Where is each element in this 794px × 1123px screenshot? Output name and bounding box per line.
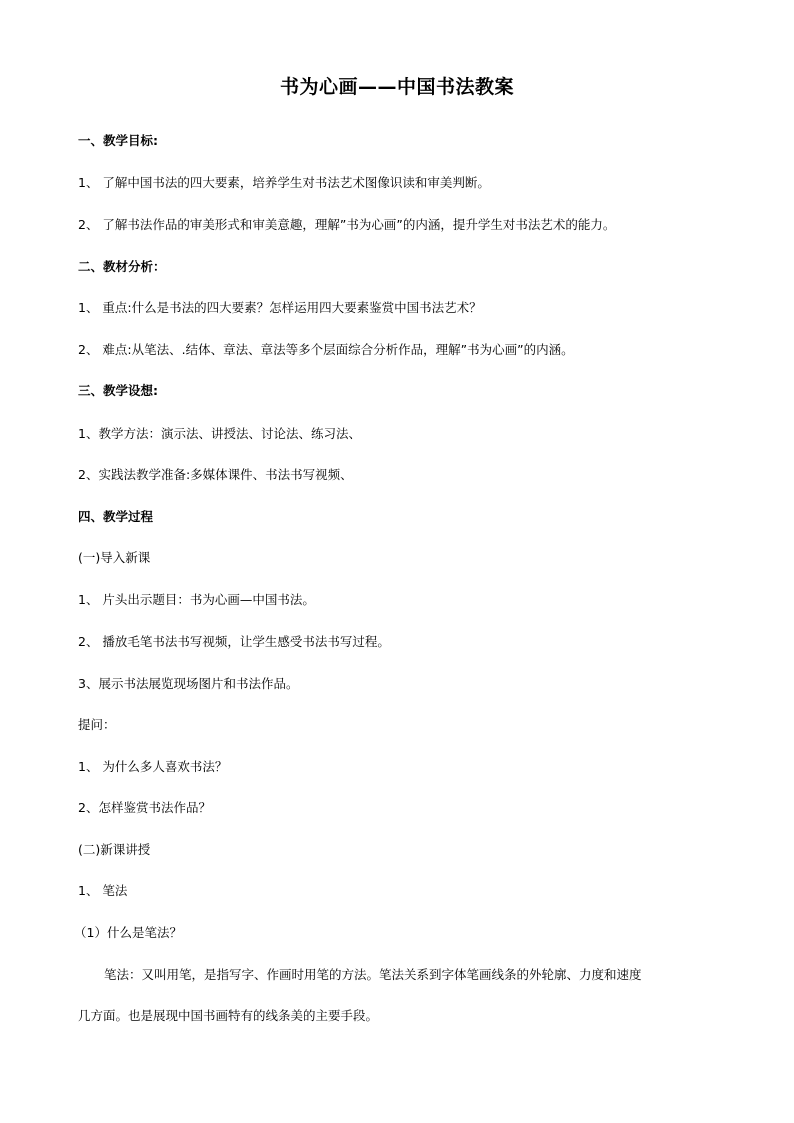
paragraph-line: 1、 了解中国书法的四大要素，培养学生对书法艺术图像识读和审美判断。 bbox=[78, 175, 490, 190]
subsection-heading: (一)导入新课 bbox=[78, 550, 151, 565]
page-title: 书为心画——中国书法教案 bbox=[279, 76, 514, 98]
section-heading-plan: 三、教学设想: bbox=[78, 383, 158, 398]
paragraph-line: 提问： bbox=[78, 717, 116, 732]
paragraph-line: 2、怎样鉴赏书法作品？ bbox=[78, 800, 211, 815]
paragraph-line: 1、 笔法 bbox=[78, 883, 128, 898]
paragraph-line: 笔法：又叫用笔，是指写字、作画时用笔的方法。笔法关系到字体笔画线条的外轮廓、力度和速度 bbox=[104, 967, 642, 982]
paragraph-line: 2、 了解书法作品的审美形式和审美意趣，理解”书为心画”的内涵，提升学生对书法艺术的能力。 bbox=[78, 217, 616, 232]
paragraph-line: 2、实践法教学准备:多媒体课件、书法书写视频、 bbox=[78, 467, 353, 482]
paragraph-line: 1、 重点:什么是书法的四大要素？怎样运用四大要素鉴赏中国书法艺术？ bbox=[78, 300, 482, 315]
paragraph-line: （1）什么是笔法？ bbox=[74, 925, 182, 940]
subsection-heading: (二)新课讲授 bbox=[78, 842, 151, 857]
paragraph-line: 2、 播放毛笔书法书写视频，让学生感受书法书写过程。 bbox=[78, 634, 390, 649]
section-heading-process: 四、教学过程 bbox=[78, 509, 154, 524]
section-heading-analysis: 二、教材分析： bbox=[78, 259, 166, 274]
paragraph-line: 1、教学方法：演示法、讲授法、讨论法、练习法、 bbox=[78, 426, 361, 441]
paragraph-line: 2、 难点:从笔法、.结体、章法、章法等多个层面综合分析作品，理解”书为心画”的内涵。 bbox=[78, 342, 574, 357]
paragraph-line: 1、 为什么多人喜欢书法？ bbox=[78, 759, 228, 774]
paragraph-line: 3、展示书法展览现场图片和书法作品。 bbox=[78, 676, 299, 691]
paragraph-line: 1、 片头出示题目：书为心画—中国书法。 bbox=[78, 592, 315, 607]
paragraph-line: 几方面。也是展现中国书画特有的线条美的主要手段。 bbox=[78, 1008, 379, 1023]
section-heading-objectives: 一、教学目标: bbox=[78, 133, 158, 148]
